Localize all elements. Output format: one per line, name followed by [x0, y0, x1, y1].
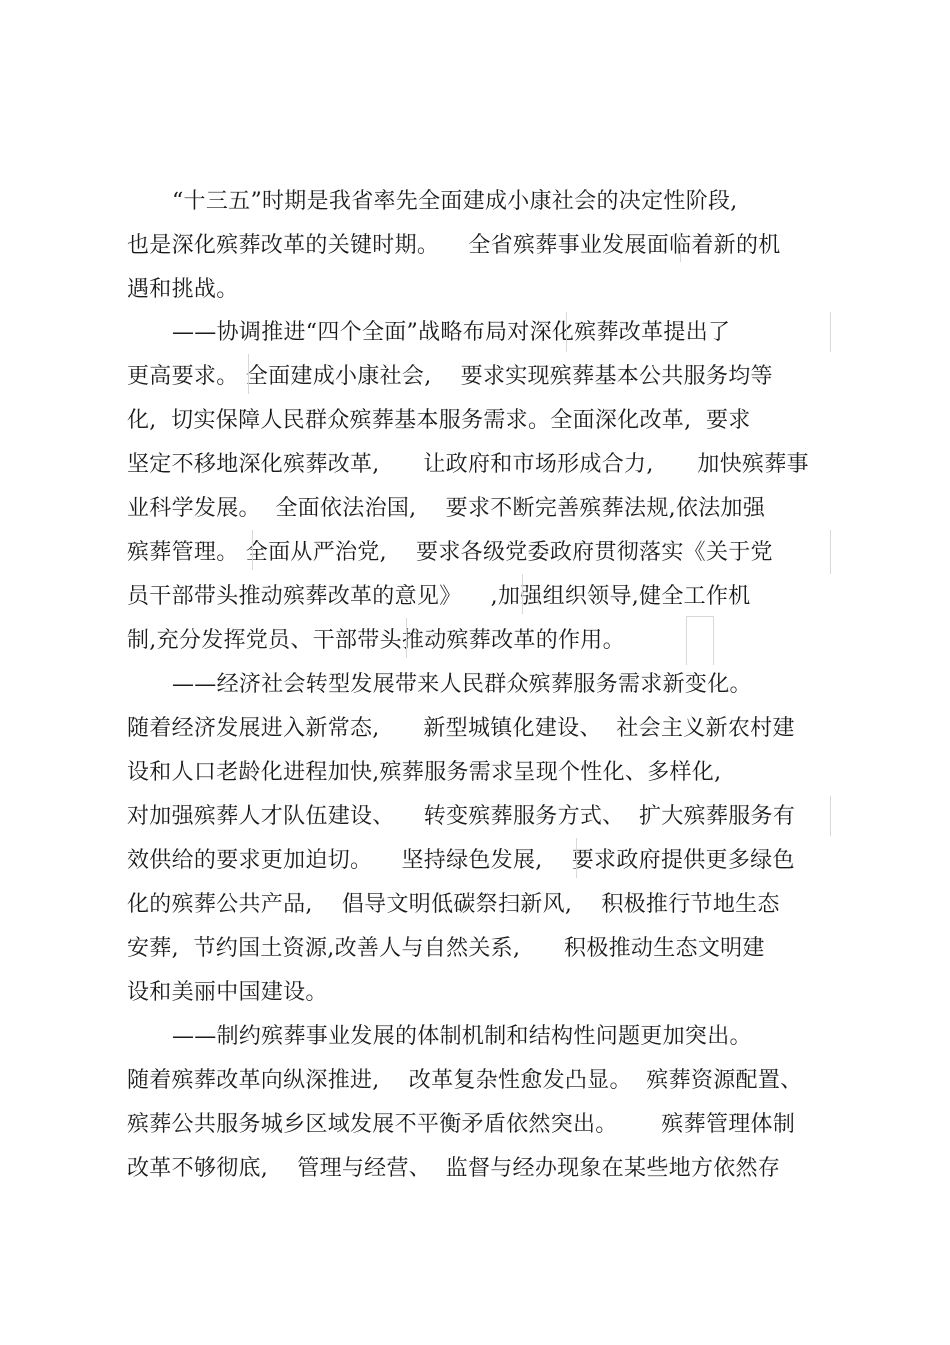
text-line: “十三五”时期是我省率先全面建成小康社会的决定性阶段,	[172, 189, 738, 214]
scan-artifact-line	[830, 530, 831, 574]
text-line: 殡葬公共服务城乡区域发展不平衡矛盾依然突出。 殡葬管理体制	[127, 1112, 796, 1137]
text-line: 随着经济发展进入新常态, 新型城镇化建设、 社会主义新农村建	[127, 716, 795, 741]
text-line: 对加强殡葬人才队伍建设、 转变殡葬服务方式、 扩大殡葬服务有	[127, 804, 796, 829]
scan-artifact-line	[830, 312, 831, 352]
text-line: 员干部带头推动殡葬改革的意见》 ,加强组织领导,健全工作机	[127, 584, 751, 609]
scan-artifact-line	[522, 574, 523, 614]
scan-artifact-line	[252, 530, 253, 570]
text-line: ——经济社会转型发展带来人民群众殡葬服务需求新变化。	[172, 672, 752, 697]
text-line: 制,充分发挥党员、干部带头推动殡葬改革的作用。	[127, 628, 625, 653]
scan-artifact-line	[248, 354, 249, 394]
text-line: 更高要求。 全面建成小康社会, 要求实现殡葬基本公共服务均等	[127, 364, 773, 389]
text-line: 随着殡葬改革向纵深推进, 改革复杂性愈发凸显。 殡葬资源配置、	[127, 1068, 803, 1093]
scan-artifact-line	[576, 838, 577, 878]
text-line: 也是深化殡葬改革的关键时期。 全省殡葬事业发展面临着新的机	[127, 233, 781, 258]
scan-artifact-line	[680, 232, 681, 262]
text-line: 改革不够彻底, 管理与经营、 监督与经办现象在某些地方依然存	[127, 1156, 781, 1181]
scan-artifact-box	[686, 616, 714, 665]
text-line: 殡葬管理。 全面从严治党, 要求各级党委政府贯彻落实《关于党	[127, 540, 773, 565]
scan-artifact-line	[830, 796, 831, 836]
text-line: 坚定不移地深化殡葬改革, 让政府和市场形成合力, 加快殡葬事	[127, 452, 809, 477]
text-line: 安葬, 节约国土资源,改善人与自然关系, 积极推动生态文明建	[127, 936, 765, 961]
scan-artifact-line	[406, 618, 407, 658]
text-line: 设和美丽中国建设。	[127, 980, 328, 1005]
text-line: 业科学发展。 全面依法治国, 要求不断完善殡葬法规,依法加强	[127, 496, 766, 521]
text-line: 化, 切实保障人民群众殡葬基本服务需求。全面深化改革, 要求	[127, 408, 751, 433]
text-line: 遇和挑战。	[127, 277, 239, 302]
text-line: ——制约殡葬事业发展的体制机制和结构性问题更加突出。	[172, 1024, 752, 1049]
scan-artifact-line	[566, 312, 567, 352]
text-line: 设和人口老龄化进程加快,殡葬服务需求呈现个性化、多样化,	[127, 760, 722, 785]
text-line: 化的殡葬公共产品, 倡导文明低碳祭扫新风, 积极推行节地生态	[127, 892, 780, 917]
text-line: ——协调推进“四个全面”战略布局对深化殡葬改革提出了	[172, 320, 731, 345]
text-line: 效供给的要求更加迫切。 坚持绿色发展, 要求政府提供更多绿色	[127, 848, 795, 873]
